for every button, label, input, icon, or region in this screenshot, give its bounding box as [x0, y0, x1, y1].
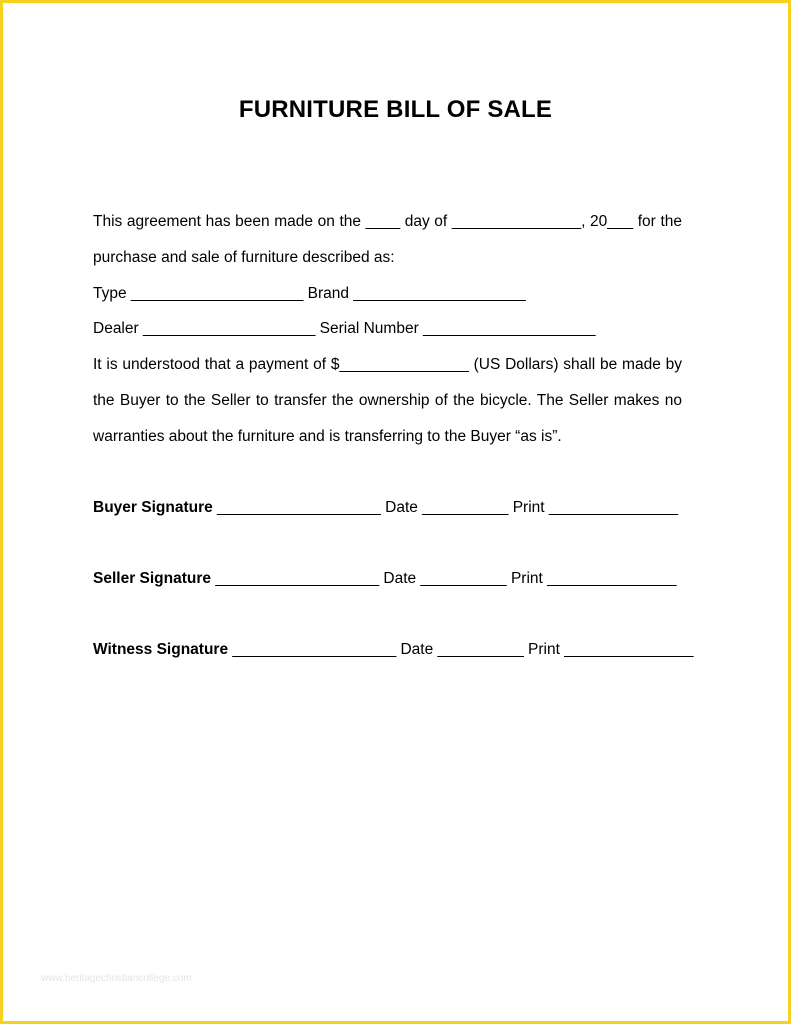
buyer-signature-label: Buyer Signature: [93, 499, 213, 516]
payment-line-3: warranties about the furniture and is transferring to the Buyer “as is”.: [93, 428, 562, 445]
payment-line-1: It is understood that a payment of $_______________ (US Dollars) shall be made by: [93, 356, 682, 373]
agreement-line-1: This agreement has been made on the ____ day of _______________, 20___ for the: [93, 213, 682, 230]
type-brand-line: Type ____________________ Brand ____________________: [93, 285, 526, 302]
buyer-signature-fields: ___________________ Date __________ Print _______________: [212, 499, 679, 516]
witness-signature-line: [93, 641, 694, 659]
seller-signature-label: Seller Signature: [93, 570, 212, 587]
dealer-serial-line: Dealer ____________________ Serial Number ____________________: [93, 320, 596, 337]
seller-signature-fields: ___________________ Date __________ Print _______________: [211, 570, 677, 587]
document-title: FURNITURE BILL OF SALE: [238, 96, 553, 123]
seller-signature-line: [93, 570, 676, 588]
agreement-line-2: purchase and sale of furniture described as:: [93, 249, 395, 266]
buyer-signature-line: [93, 499, 678, 517]
watermark: www.heritagechristiancollege.com: [41, 973, 192, 984]
witness-signature-fields: ___________________ Date __________ Print _______________: [228, 641, 694, 658]
payment-line-2: the Buyer to the Seller to transfer the ownership of the bicycle. The Seller makes no: [93, 392, 682, 409]
witness-signature-label: Witness Signature: [93, 641, 229, 658]
